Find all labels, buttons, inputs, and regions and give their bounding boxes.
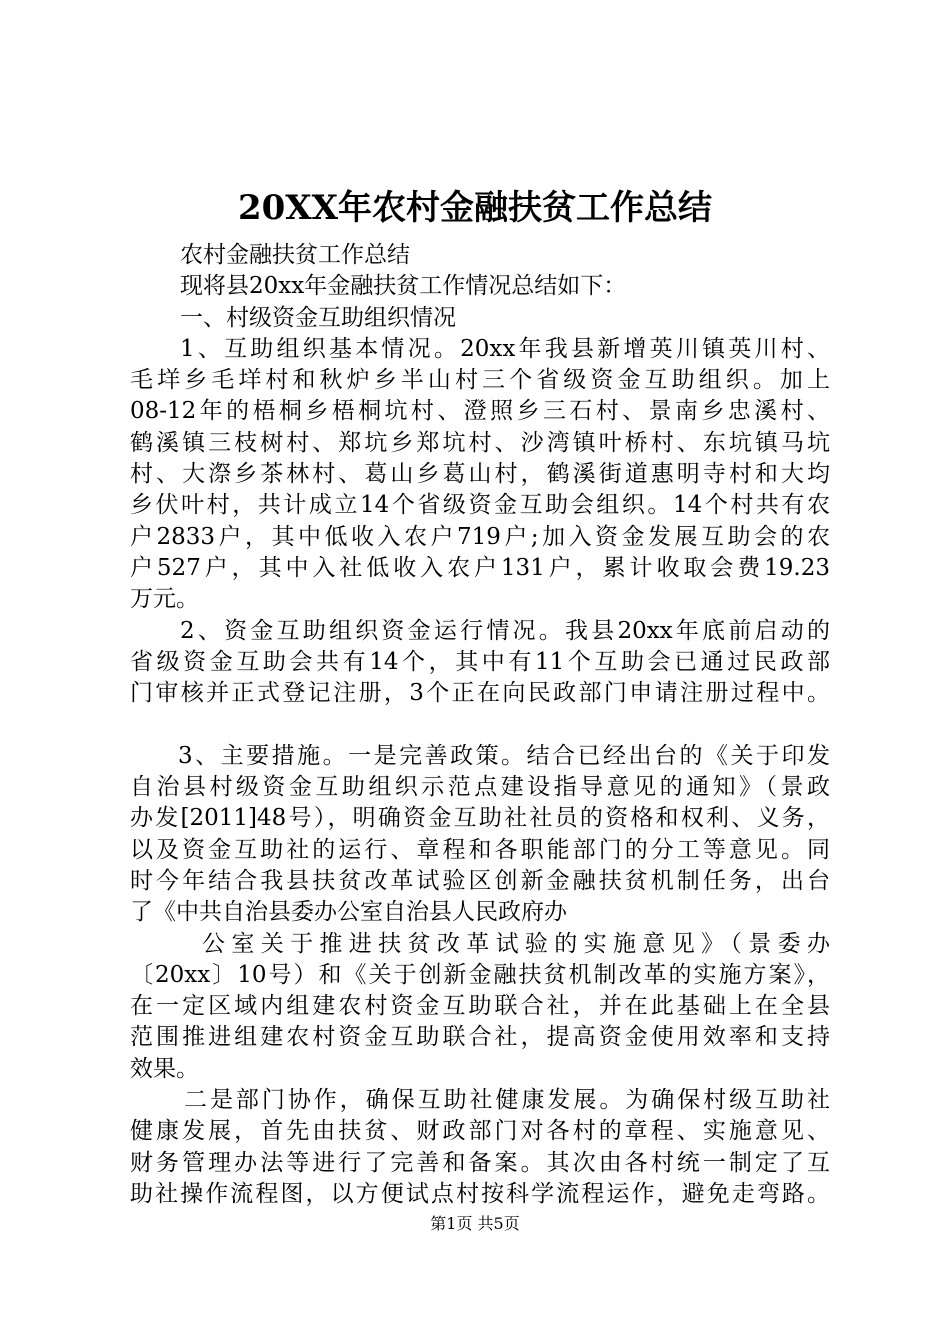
page-footer: 第1页 共5页 [430,1214,520,1233]
text-line: 范围推进组建农村资金互助联合社，提高资金使用效率和支持 [130,1024,830,1051]
text-line: 一、村级资金互助组织情况 [180,304,456,331]
text-line: 省级资金互助会共有14个，其中有11个互助会已通过民政部 [130,648,830,675]
document-title: 20XX年农村金融扶贫工作总结 [237,188,713,228]
text-line: 财务管理办法等进行了完善和备案。其次由各村统一制定了互 [130,1149,830,1176]
text-line: 1、互助组织基本情况。20xx年我县新增英川镇英川村、 [180,335,830,362]
text-line: 2、资金互助组织资金运行情况。我县20xx年底前启动的 [180,617,830,644]
text-line: 以及资金互助社的运行、章程和各职能部门的分工等意见。同 [130,836,830,863]
text-line: 鹤溪镇三枝树村、郑坑乡郑坑村、沙湾镇叶桥村、东坑镇马坑 [130,429,830,456]
text-line: 08-12年的梧桐乡梧桐坑村、澄照乡三石村、景南乡忠溪村、 [130,398,830,425]
text-line: 在一定区域内组建农村资金互助联合社，并在此基础上在全县 [130,993,830,1020]
text-line: 毛垟乡毛垟村和秋炉乡半山村三个省级资金互助组织。加上 [130,367,830,394]
text-line: 户527户，其中入社低收入农户131户，累计收取会费19.23 [130,554,830,581]
text-line: 乡伏叶村，共计成立14个省级资金互助会组织。14个村共有农 [130,492,830,519]
text-line: 健康发展，首先由扶贫、财政部门对各村的章程、实施意见、 [130,1118,830,1145]
text-line: 〔20xx〕10号）和《关于创新金融扶贫机制改革的实施方案》， [130,961,830,988]
text-line: 农村金融扶贫工作总结 [180,242,410,268]
text-line: 门审核并正式登记注册，3个正在向民政部门申请注册过程中。 [130,680,830,707]
text-line: 公室关于推进扶贫改革试验的实施意见》（景委办 [202,930,830,957]
document-body [130,240,830,1210]
text-line: 村、大漈乡茶林村、葛山乡葛山村，鹤溪街道惠明寺村和大均 [130,461,830,488]
text-line: 时今年结合我县扶贫改革试验区创新金融扶贫机制任务，出台 [130,867,830,894]
text-line: 二是部门协作，确保互助社健康发展。为确保村级互助社 [184,1087,830,1114]
text-line: 户2833户，其中低收入农户719户;加入资金发展互助会的农 [130,523,830,550]
text-line: 自治县村级资金互助组织示范点建设指导意见的通知》（景政 [130,774,830,801]
paragraph-gap [130,709,830,740]
text-line: 办发[2011]48号），明确资金互助社社员的资格和权利、义务， [130,805,830,832]
text-line: 3、主要措施。一是完善政策。结合已经出台的《关于印发 [178,742,830,769]
text-line: 助社操作流程图，以方便试点村按科学流程运作，避免走弯路。 [130,1180,830,1207]
text-line: 了《中共自治县委办公室自治县人民政府办 [130,899,567,926]
text-line: 万元。 [130,586,199,613]
text-line: 现将县20xx年金融扶贫工作情况总结如下： [180,273,627,300]
text-line: 效果。 [130,1055,199,1082]
